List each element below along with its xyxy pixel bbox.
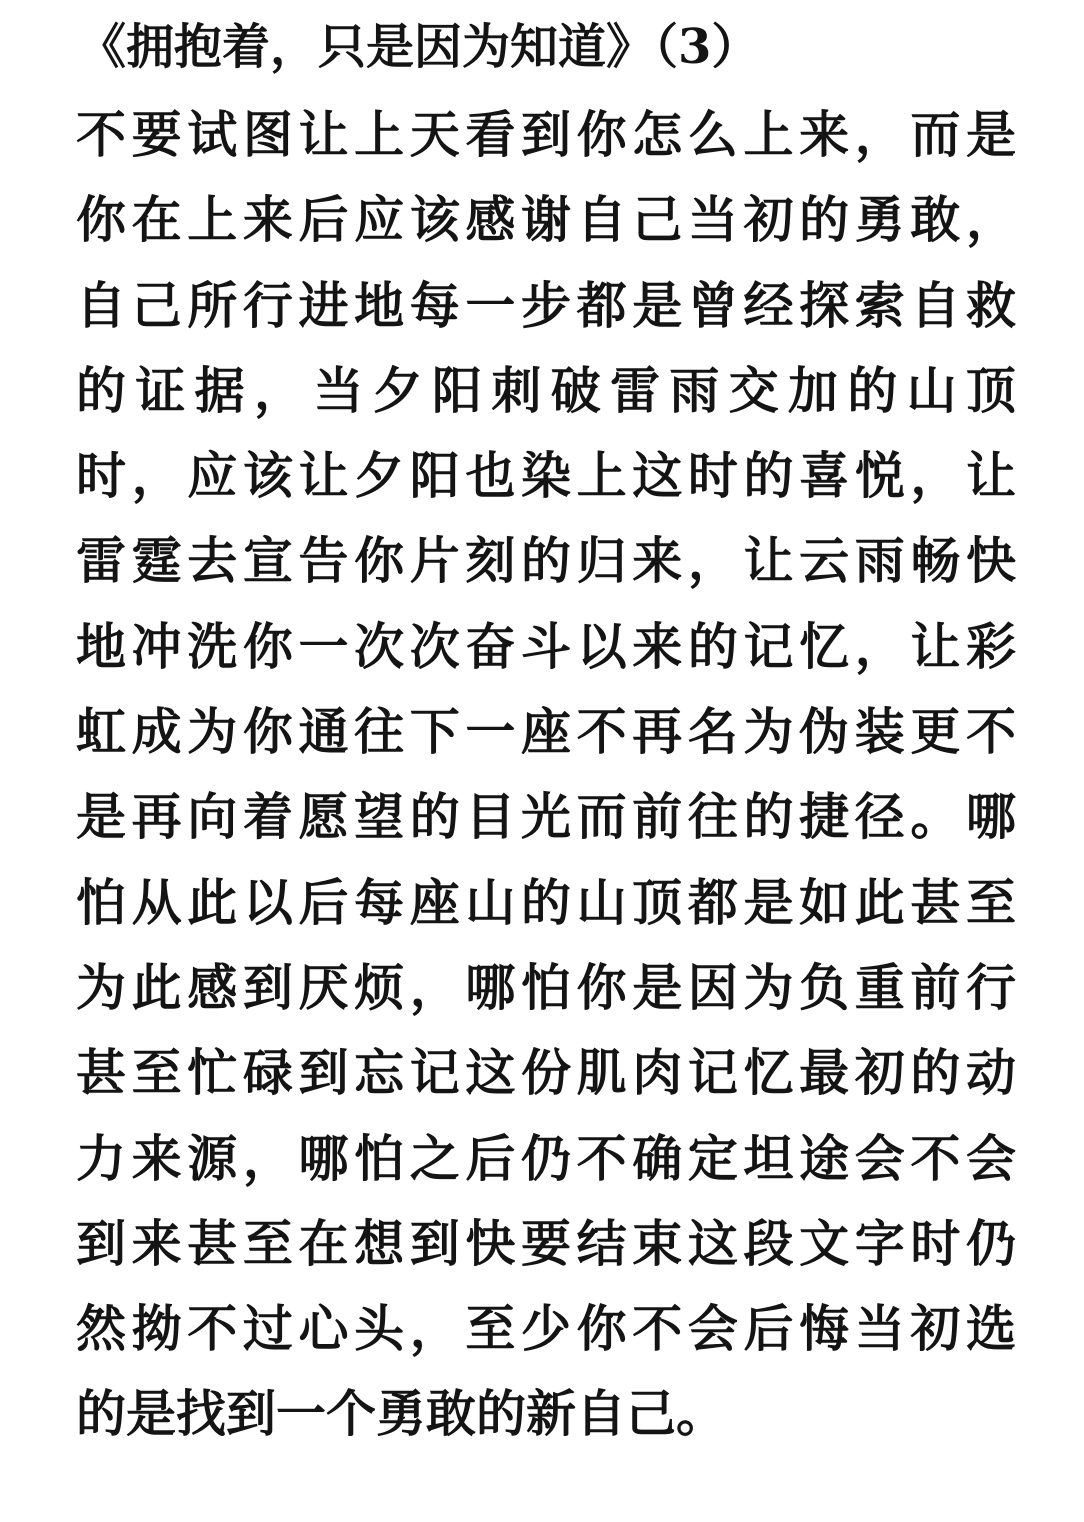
text-line: 的证据，当夕阳刺破雷雨交加的山顶 <box>76 360 1016 420</box>
text-line: 你在上来后应该感谢自己当初的勇敢， <box>76 190 1016 250</box>
text-line: 不要试图让上天看到你怎么上来，而是 <box>76 105 1016 164</box>
text-line: 地冲洗你一次次奋斗以来的记忆，让彩 <box>76 616 1016 676</box>
document-title: 《拥抱着，只是因为知道》（3） <box>78 19 760 75</box>
text-line: 然拗不过心头，至少你不会后悔当初选 <box>76 1299 1016 1359</box>
text-line: 时，应该让夕阳也染上这时的喜悦，让 <box>76 446 1016 506</box>
text-line: 自己所行进地每一步都是曾经探索自救 <box>76 275 1016 335</box>
text-line: 怕从此以后每座山的山顶都是如此甚至 <box>76 872 1016 932</box>
text-line: 到来甚至在想到快要结束这段文字时仍 <box>76 1213 1016 1273</box>
text-line: 虹成为你通往下一座不再名为伪装更不 <box>76 702 1016 762</box>
document-body <box>76 92 1016 1457</box>
text-line: 力来源，哪怕之后仍不确定坦途会不会 <box>76 1128 1016 1188</box>
text-line: 雷霆去宣告你片刻的归来，让云雨畅快 <box>76 531 1016 591</box>
text-line: 是再向着愿望的目光而前往的捷径。哪 <box>76 787 1016 847</box>
text-line: 甚至忙碌到忘记这份肌肉记忆最初的动 <box>76 1043 1016 1103</box>
text-line: 的是找到一个勇敢的新自己。 <box>76 1384 726 1444</box>
text-line: 为此感到厌烦，哪怕你是因为负重前行 <box>76 957 1016 1017</box>
